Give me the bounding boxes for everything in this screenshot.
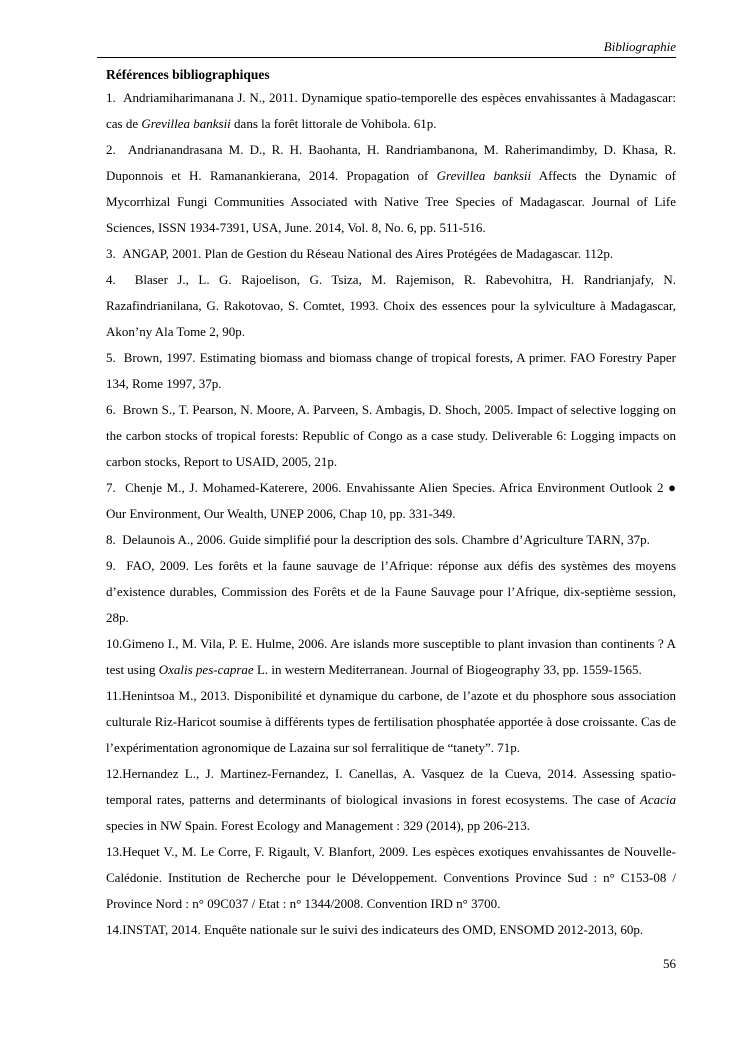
reference-number: 13. xyxy=(106,844,123,859)
reference-text: Affects the Dynamic of Mycorrhizal Fungi Communities Associated with Native Tree Species of Madagascar. Journal of Life Sciences, ISSN 1934-7391, USA, June. 2014, Vol. 8, No. 6, pp. 511-516. xyxy=(106,168,677,235)
reference-entry xyxy=(106,137,676,241)
reference-number: 2. xyxy=(106,142,128,157)
reference-entry xyxy=(106,553,676,631)
reference-number: 12. xyxy=(106,766,123,781)
reference-number: 10. xyxy=(106,636,123,651)
reference-text: Gimeno I., M. Vila, P. E. Hulme, 2006. Are islands more susceptible to plant invasion than continents ? A test using xyxy=(106,636,676,677)
reference-text: dans la forêt littorale de Vohibola. 61p. xyxy=(230,116,437,131)
reference-text: Andrianandrasana M. D., R. H. Baohanta, H. Randriambanona, M. Raherimandimby, D. Khasa, R. Duponnois et H. Ramanankierana, 2014. Propagation of xyxy=(106,142,676,183)
reference-number: 14. xyxy=(106,922,123,937)
reference-text: L. in western Mediterranean. Journal of Biogeography 33, pp. 1559-1565. xyxy=(253,662,642,677)
reference-number: 9. xyxy=(106,558,127,573)
reference-text-italic: Grevillea banksii xyxy=(141,116,231,131)
reference-text: FAO, 2009. Les forêts et la faune sauvage de l’Afrique: réponse aux défis des systèmes des moyens d’existence durables, Commission des Forêts et de la Faune Sauvage pour l’Afrique, dix-septième session, 28p. xyxy=(106,558,676,625)
reference-text: ANGAP, 2001. Plan de Gestion du Réseau National des Aires Protégées de Madagascar. 112p. xyxy=(122,246,614,261)
reference-entry xyxy=(106,267,676,345)
reference-entry xyxy=(106,85,676,137)
reference-entry xyxy=(106,917,676,943)
reference-entry xyxy=(106,839,676,917)
reference-number: 6. xyxy=(106,402,123,417)
reference-text: Delaunois A., 2006. Guide simplifié pour la description des sols. Chambre d’Agriculture TARN, 37p. xyxy=(122,532,650,547)
reference-entry xyxy=(106,397,676,475)
reference-text-italic: Grevillea banksii xyxy=(436,168,532,183)
reference-number: 11. xyxy=(106,688,122,703)
reference-text: Hequet V., M. Le Corre, F. Rigault, V. Blanfort, 2009. Les espèces exotiques envahissantes de Nouvelle-Calédonie. Institution de Recherche pour le Développement. Conventions Province Sud : n° C153-08 / Province Nord : n° 09C037 / Etat : n° 1344/2008. Convention IRD n° 3700. xyxy=(106,844,676,911)
reference-text: Hernandez L., J. Martinez-Fernandez, I. Canellas, A. Vasquez de la Cueva, 2014. Assessing spatio-temporal rates, patterns and determinants of biological invasions in forest ecosystems. The case of xyxy=(106,766,676,807)
reference-entry xyxy=(106,761,676,839)
running-head xyxy=(97,38,676,56)
reference-list xyxy=(106,85,676,943)
reference-entry xyxy=(106,475,676,527)
reference-entry xyxy=(106,241,676,267)
reference-number: 8. xyxy=(106,532,123,547)
reference-entry xyxy=(106,683,676,761)
reference-text-italic: Oxalis pes-caprae xyxy=(158,662,254,677)
reference-text: Henintsoa M., 2013. Disponibilité et dynamique du carbone, de l’azote et du phosphore sous association culturale Riz-Haricot soumise à différents types de fertilisation phosphatée apportée à dose croissante. Cas de l’expérimentation agronomique de Lazaina sur sol ferralitique de “tanety”. 71p. xyxy=(106,688,676,755)
reference-number: 4. xyxy=(106,272,135,287)
reference-entry xyxy=(106,527,676,553)
reference-text: Chenje M., J. Mohamed-Katerere, 2006. Envahissante Alien Species. Africa Environment Outlook 2 ● Our Environment, Our Wealth, UNEP 2006, Chap 10, pp. 331-349. xyxy=(106,480,676,521)
section-title: Références bibliographiques xyxy=(106,67,270,82)
reference-text: Blaser J., L. G. Rajoelison, G. Tsiza, M. Rajemison, R. Rabevohitra, H. Randrianjafy, N. Razafindrianilana, G. Rakotovao, S. Comtet, 1993. Choix des essences pour la sylviculture à Madagascar, Akon’ny Ala Tome 2, 90p. xyxy=(106,272,676,339)
page-number: 56 xyxy=(663,956,676,971)
reference-text: INSTAT, 2014. Enquête nationale sur le suivi des indicateurs des OMD, ENSOMD 2012-2013, 60p. xyxy=(122,922,644,937)
reference-number: 7. xyxy=(106,480,126,495)
header-rule xyxy=(97,57,676,58)
running-head-text: Bibliographie xyxy=(603,39,676,54)
reference-entry xyxy=(106,345,676,397)
reference-number: 5. xyxy=(106,350,124,365)
reference-text: Brown, 1997. Estimating biomass and biomass change of tropical forests, A primer. FAO Forestry Paper 134, Rome 1997, 37p. xyxy=(106,350,677,391)
reference-text: species in NW Spain. Forest Ecology and Management : 329 (2014), pp 206-213. xyxy=(106,818,530,833)
reference-text-italic: Acacia xyxy=(639,792,676,807)
reference-text: Andriamiharimanana J. N., 2011. Dynamique spatio-temporelle des espèces envahissantes à Madagascar: cas de xyxy=(106,90,676,131)
reference-text: Brown S., T. Pearson, N. Moore, A. Parveen, S. Ambagis, D. Shoch, 2005. Impact of selective logging on the carbon stocks of tropical forests: Republic of Congo as a case study. Deliverable 6: Logging impacts on carbon stocks, Report to USAID, 2005, 21p. xyxy=(106,402,676,469)
reference-number: 1. xyxy=(106,90,124,105)
reference-number: 3. xyxy=(106,246,123,261)
reference-entry xyxy=(106,631,676,683)
